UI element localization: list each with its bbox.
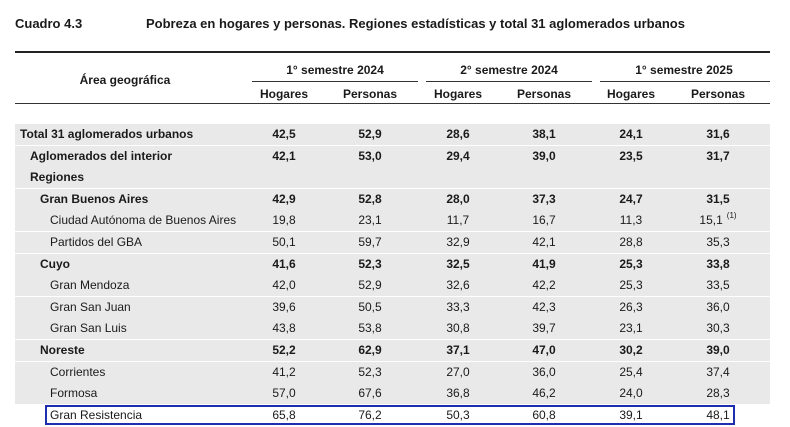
row-label: Regiones [30, 170, 85, 185]
value-cell [335, 149, 405, 163]
cell-value: 30,2 [619, 343, 643, 357]
value-cell [423, 213, 493, 227]
col-header-hogares-2: Hogares [433, 87, 483, 101]
cell-value: 32,5 [446, 256, 470, 271]
value-cell [509, 213, 579, 227]
table-row [15, 167, 770, 188]
cell-value: 36,8 [446, 386, 470, 401]
value-cell [249, 257, 319, 271]
value-cell [335, 127, 405, 141]
value-cell [423, 343, 493, 357]
cell-value: 36,0 [532, 364, 556, 379]
value-cell [509, 386, 579, 400]
value-cell [509, 300, 579, 314]
value-cell [683, 278, 753, 292]
table-row [15, 340, 770, 361]
cell-value: 33,5 [706, 278, 730, 293]
row-label: Partidos del GBA [50, 235, 143, 249]
value-cell [249, 321, 319, 335]
cell-value: 33,3 [446, 299, 470, 314]
row-label: Formosa [50, 386, 98, 401]
value-cell [683, 127, 753, 141]
value-cell [509, 343, 579, 357]
cell-value: 39,7 [532, 321, 556, 336]
cell-value: 11,3 [619, 213, 643, 228]
cell-value: 28,6 [446, 127, 470, 141]
value-cell [509, 235, 579, 249]
cell-value: 39,0 [532, 148, 556, 163]
cell-value: 50,3 [446, 407, 470, 422]
cell-value: 53,0 [358, 148, 382, 163]
table-row [15, 232, 770, 253]
cell-value: 52,3 [358, 364, 382, 379]
cell-value: 11,7 [446, 213, 470, 228]
cell-value: 52,3 [358, 256, 382, 271]
cell-value: 39,0 [706, 343, 730, 357]
table-row [15, 189, 770, 210]
cell-value: 50,1 [272, 235, 296, 249]
cell-value: 37,3 [532, 191, 556, 206]
cell-value: 62,9 [358, 343, 382, 357]
cell-value: 31,5 [706, 191, 730, 206]
cell-value: 52,9 [358, 278, 382, 293]
cell-value: 52,9 [358, 127, 382, 141]
col-header-hogares-1: Hogares [259, 87, 309, 101]
cell-value: 41,9 [532, 256, 556, 271]
table-row [15, 146, 770, 167]
value-cell [423, 386, 493, 400]
cell-value: 23,1 [358, 213, 382, 228]
value-cell [249, 365, 319, 379]
value-cell [335, 386, 405, 400]
cell-value: 35,3 [706, 235, 730, 249]
value-cell [423, 235, 493, 249]
cell-value: 43,8 [272, 321, 296, 336]
cell-value: 30,3 [706, 321, 730, 336]
area-header: Área geográfica [79, 73, 171, 87]
cell-value: 24,7 [619, 191, 643, 206]
col-header-personas-3: Personas [690, 87, 746, 101]
cell-value: 28,0 [446, 191, 470, 206]
cell-value: 57,0 [272, 386, 296, 401]
table-row [15, 275, 770, 296]
cell-value: 16,7 [532, 213, 556, 228]
value-cell [509, 257, 579, 271]
value-cell [596, 213, 666, 227]
value-cell [335, 365, 405, 379]
cell-value: 36,0 [706, 299, 730, 314]
value-cell [249, 127, 319, 141]
value-cell [423, 300, 493, 314]
col-header-personas-1: Personas [342, 87, 398, 101]
cell-value: 42,2 [532, 278, 556, 293]
value-cell [596, 192, 666, 206]
header-rule [15, 103, 770, 104]
value-cell [683, 300, 753, 314]
cell-value: 29,4 [446, 148, 470, 163]
cell-value: 59,7 [358, 235, 382, 249]
table-row [15, 383, 770, 404]
value-cell [596, 127, 666, 141]
value-cell [683, 192, 753, 206]
value-cell [683, 149, 753, 163]
row-label: Gran Mendoza [50, 278, 130, 293]
cell-value: 39,1 [619, 407, 643, 422]
table-number: Cuadro 4.3 [15, 16, 83, 31]
value-cell [683, 213, 753, 227]
value-cell [596, 235, 666, 249]
cell-value: 76,2 [358, 407, 382, 422]
semester-header-3: 1° semestre 2025 [635, 63, 733, 77]
row-label: Gran San Luis [50, 321, 127, 336]
cell-value: 42,1 [272, 148, 296, 163]
cell-value: 48,1 [706, 407, 730, 422]
cell-value: 28,8 [619, 235, 643, 249]
semester-header-2: 2° semestre 2024 [460, 63, 558, 77]
row-label: Cuyo [40, 256, 70, 271]
value-cell [335, 343, 405, 357]
value-cell [249, 213, 319, 227]
cell-value: 26,3 [619, 299, 643, 314]
semester-header-1: 1° semestre 2024 [286, 63, 384, 77]
cell-value: 52,2 [272, 343, 296, 357]
cell-value: 25,3 [619, 278, 643, 293]
cell-value: 31,7 [706, 148, 730, 163]
cell-value: 28,3 [706, 386, 730, 401]
cell-value: 65,8 [272, 407, 296, 422]
value-cell [335, 235, 405, 249]
value-cell [335, 192, 405, 206]
footnote-marker: (1) [726, 211, 737, 221]
value-cell [249, 235, 319, 249]
value-cell [249, 386, 319, 400]
cell-value: 23,5 [619, 148, 643, 163]
row-label: Aglomerados del interior [30, 148, 173, 163]
cell-value: 37,1 [446, 343, 470, 357]
value-cell [596, 386, 666, 400]
value-cell [509, 321, 579, 335]
cell-value: 38,1 [532, 127, 556, 141]
value-cell [423, 278, 493, 292]
cell-value: 37,4 [706, 364, 730, 379]
row-label: Noreste [40, 343, 85, 357]
value-cell [423, 365, 493, 379]
value-cell [335, 300, 405, 314]
cell-value: 60,8 [532, 407, 556, 422]
value-cell [683, 386, 753, 400]
col-header-hogares-3: Hogares [606, 87, 656, 101]
cell-value: 19,8 [272, 213, 296, 228]
cell-value: 67,6 [358, 386, 382, 401]
value-cell [596, 343, 666, 357]
cell-value: 42,1 [532, 235, 556, 249]
value-cell [335, 257, 405, 271]
cell-value: 23,1 [619, 321, 643, 336]
value-cell [335, 278, 405, 292]
cell-value: 42,0 [272, 278, 296, 293]
value-cell [683, 235, 753, 249]
table-row [15, 210, 770, 231]
cell-value: 32,9 [446, 235, 470, 249]
value-cell [596, 149, 666, 163]
value-cell [249, 343, 319, 357]
row-label: Total 31 aglomerados urbanos [20, 127, 194, 141]
cell-value: 24,1 [619, 127, 643, 141]
row-label: Corrientes [50, 364, 106, 379]
value-cell [423, 257, 493, 271]
semester-rule-1 [252, 81, 418, 82]
table-row [15, 254, 770, 275]
cell-value: 52,8 [358, 191, 382, 206]
row-label: Gran San Juan [50, 299, 131, 314]
value-cell [596, 300, 666, 314]
cell-value: 25,4 [619, 364, 643, 379]
value-cell [335, 213, 405, 227]
value-cell [423, 321, 493, 335]
value-cell [683, 321, 753, 335]
col-header-personas-2: Personas [516, 87, 572, 101]
cell-value: 42,3 [532, 299, 556, 314]
value-cell [683, 257, 753, 271]
cell-value: 25,3 [619, 256, 643, 271]
value-cell [509, 149, 579, 163]
row-label: Gran Resistencia [50, 407, 143, 422]
value-cell [423, 149, 493, 163]
value-cell [509, 278, 579, 292]
table-row [15, 124, 770, 145]
value-cell [509, 192, 579, 206]
highlight-box [45, 405, 735, 425]
table-row [15, 362, 770, 383]
value-cell [509, 365, 579, 379]
semester-rule-2 [426, 81, 592, 82]
cell-value: 42,5 [272, 127, 296, 141]
cell-value: 32,6 [446, 278, 470, 293]
cell-value: 15,1 [699, 213, 723, 228]
cell-value: 47,0 [532, 343, 556, 357]
table-row [15, 297, 770, 318]
value-cell [596, 278, 666, 292]
cell-value: 31,6 [706, 127, 730, 141]
semester-rule-3 [600, 81, 770, 82]
cell-value: 41,6 [272, 256, 296, 271]
value-cell [249, 192, 319, 206]
cell-value: 39,6 [272, 299, 296, 314]
cell-value: 41,2 [272, 364, 296, 379]
table-title: Pobreza en hogares y personas. Regiones estadísticas y total 31 aglomerados urbanos [146, 16, 685, 31]
value-cell [423, 127, 493, 141]
value-cell [423, 192, 493, 206]
cell-value: 30,8 [446, 321, 470, 336]
value-cell [335, 321, 405, 335]
row-label: Ciudad Autónoma de Buenos Aires [50, 213, 237, 228]
value-cell [683, 365, 753, 379]
value-cell [596, 257, 666, 271]
value-cell [683, 343, 753, 357]
value-cell [249, 149, 319, 163]
value-cell [596, 321, 666, 335]
cell-value: 33,8 [706, 256, 730, 271]
value-cell [249, 300, 319, 314]
value-cell [509, 127, 579, 141]
value-cell [596, 365, 666, 379]
cell-value: 53,8 [358, 321, 382, 336]
cell-value: 27,0 [446, 364, 470, 379]
cell-value: 50,5 [358, 299, 382, 314]
cell-value: 42,9 [272, 191, 296, 206]
cell-value: 24,0 [619, 386, 643, 401]
table-row [15, 318, 770, 339]
value-cell [249, 278, 319, 292]
row-label: Gran Buenos Aires [40, 191, 149, 206]
top-rule [15, 51, 770, 53]
cell-value: 46,2 [532, 386, 556, 401]
